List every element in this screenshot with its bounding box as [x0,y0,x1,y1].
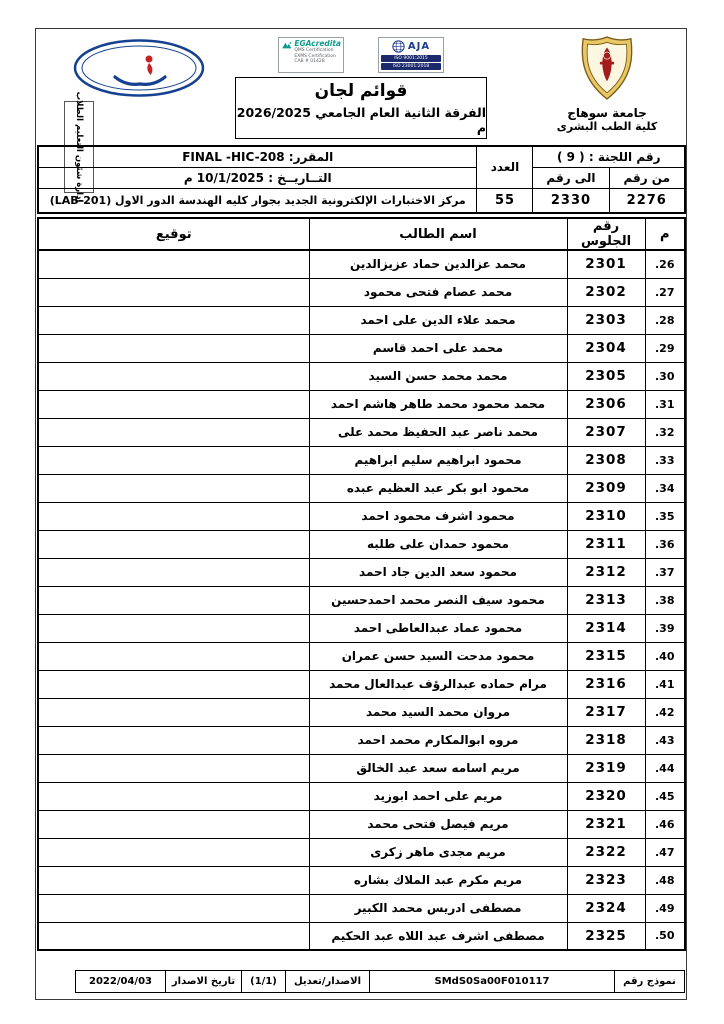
faculty-name: كلية الطب البشرى [556,120,658,133]
table-row [38,362,685,390]
row-number: .37 [645,558,685,586]
seat-number: 2303 [567,306,645,334]
committee-number: رقم اللجنة : ( 9 ) [533,146,685,167]
row-number: .27 [645,278,685,306]
student-name: محمد محمود محمد طاهر هاشم احمد [309,390,567,418]
exam-info-table [37,145,686,214]
seat-number: 2307 [567,418,645,446]
student-name: محمد عصام فتحى محمود [309,278,567,306]
student-name: محمد على احمد قاسم [309,334,567,362]
students-affairs-logo-icon [73,39,205,97]
student-name: مروان محمد السيد محمد [309,698,567,726]
university-name: جامعة سوهاج [567,106,647,120]
row-number: .45 [645,782,685,810]
table-row [38,698,685,726]
signature-cell [38,614,309,642]
from-number-label: من رقم [609,167,685,188]
table-row [38,614,685,642]
seat-number: 2317 [567,698,645,726]
signature-cell [38,782,309,810]
signature-cell [38,250,309,278]
student-name: محمود سيف النصر محمد احمدحسين [309,586,567,614]
row-number: .29 [645,334,685,362]
info-row-2 [38,167,685,188]
table-row [38,390,685,418]
student-name: محمود ابراهيم سليم ابراهيم [309,446,567,474]
admin-affairs-stamp-label: إدارة شئون التعليم الطلاب [74,91,84,203]
issue-date-value: 2022/04/03 [76,971,166,993]
student-name: محمود ابو بكر عبد العظيم عبده [309,474,567,502]
table-row [38,754,685,782]
seat-number: 2309 [567,474,645,502]
signature-cell [38,558,309,586]
signature-cell [38,922,309,950]
student-name: مريم على احمد ابوزيد [309,782,567,810]
title-box [235,77,487,139]
seat-number: 2319 [567,754,645,782]
seat-number: 2320 [567,782,645,810]
table-row [38,670,685,698]
table-row [38,586,685,614]
table-row [38,558,685,586]
signature-cell [38,894,309,922]
signature-cell [38,278,309,306]
signature-cell [38,502,309,530]
seat-number: 2304 [567,334,645,362]
signature-cell [38,418,309,446]
row-number: .30 [645,362,685,390]
seat-number: 2321 [567,810,645,838]
aja-logo-top [381,39,441,54]
table-row [38,642,685,670]
seat-number: 2302 [567,278,645,306]
student-name: مريم مجدى ماهر زكرى [309,838,567,866]
signature-cell [38,642,309,670]
student-name: محمد علاء الدين على احمد [309,306,567,334]
seat-number: 2314 [567,614,645,642]
signature-cell [38,530,309,558]
row-number: .43 [645,726,685,754]
signature-cell [38,446,309,474]
aja-iso1-badge: ISO 9001:2015 [381,55,441,62]
table-row [38,782,685,810]
col-header-signature: توقيع [38,218,309,250]
student-name: مريم اسامه سعد عبد الخالق [309,754,567,782]
row-number: .32 [645,418,685,446]
seat-number: 2316 [567,670,645,698]
page-title: قوائم لجان [314,81,408,101]
info-row-1 [38,146,685,167]
aja-iso-logo [378,37,444,73]
egacredita-line1: QMS Certification [294,48,334,53]
signature-cell [38,754,309,782]
student-name: محمود سعد الدين جاد احمد [309,558,567,586]
exam-location: مركز الاختبارات الإلكترونية الجديد بجوار كليه الهندسة الدور الاول (LAB-201) [38,188,477,213]
col-header-name: اسم الطالب [309,218,567,250]
signature-cell [38,670,309,698]
table-row [38,474,685,502]
seat-number: 2315 [567,642,645,670]
table-row [38,306,685,334]
seat-number: 2322 [567,838,645,866]
seat-number: 2305 [567,362,645,390]
aja-iso2-badge: ISO 23001:2018 [381,63,441,70]
student-table-body [38,250,685,950]
row-number: .31 [645,390,685,418]
row-number: .36 [645,530,685,558]
student-name: مصطفى اشرف عبد اللاه عبد الحكيم [309,922,567,950]
signature-cell [38,362,309,390]
aja-name: AJA [407,41,431,52]
seat-number: 2301 [567,250,645,278]
table-row [38,418,685,446]
students-table-header-row [38,218,685,250]
egacredita-name: EGAcredita [294,39,341,48]
table-row [38,838,685,866]
table-row [38,250,685,278]
signature-cell [38,726,309,754]
info-row-3 [38,188,685,213]
seat-number: 2313 [567,586,645,614]
form-number-label: نموذج رقم [615,971,685,993]
student-name: محمد ناصر عبد الحفيظ محمد على [309,418,567,446]
student-name: محمود عماد عبدالعاطى احمد [309,614,567,642]
student-name: محمود اشرف محمود احمد [309,502,567,530]
student-name: مصطفى ادريس محمد الكبير [309,894,567,922]
form-footer-row [76,971,685,993]
students-table [37,217,686,951]
row-number: .49 [645,894,685,922]
row-number: .34 [645,474,685,502]
signature-cell [38,586,309,614]
egacredita-mark-icon [281,39,292,52]
table-row [38,446,685,474]
seat-number: 2312 [567,558,645,586]
table-row [38,894,685,922]
student-name: محمود حمدان على طلبه [309,530,567,558]
egacredita-line3: CAB # 0142B [294,59,325,64]
to-number-label: الى رقم [533,167,609,188]
row-number: .42 [645,698,685,726]
seat-number: 2310 [567,502,645,530]
form-footer [75,970,685,993]
globe-icon [392,40,405,53]
seat-number: 2324 [567,894,645,922]
egacredita-logo [278,37,344,73]
row-number: .48 [645,866,685,894]
table-row [38,866,685,894]
exam-date: التــاريــخ : 10/1/2025 م [38,167,477,188]
student-name: مريم مكرم عبد الملاك بشاره [309,866,567,894]
row-number: .40 [645,642,685,670]
egacredita-text [294,39,341,65]
row-number: .38 [645,586,685,614]
count-label: العدد [477,146,533,188]
signature-cell [38,866,309,894]
row-number: .41 [645,670,685,698]
signature-cell [38,306,309,334]
col-header-number: م [645,218,685,250]
signature-cell [38,810,309,838]
course-label: المقرر: FINAL -HIC-208 [38,146,477,167]
to-number-value: 2330 [533,188,609,213]
seat-number: 2325 [567,922,645,950]
signature-cell [38,390,309,418]
from-number-value: 2276 [609,188,685,213]
certification-logos [278,37,444,73]
table-row [38,502,685,530]
university-shield-icon [576,35,638,101]
col-header-seat: رقم الجلوس [567,218,645,250]
row-number: .26 [645,250,685,278]
row-number: .50 [645,922,685,950]
row-number: .28 [645,306,685,334]
version-value: (1/1) [242,971,286,993]
table-row [38,278,685,306]
table-row [38,810,685,838]
table-row [38,334,685,362]
university-logo-block [546,35,668,133]
students-affairs-logo-block [72,39,206,101]
seat-number: 2311 [567,530,645,558]
signature-cell [38,838,309,866]
row-number: .46 [645,810,685,838]
table-row [38,726,685,754]
row-number: .47 [645,838,685,866]
seat-number: 2323 [567,866,645,894]
row-number: .35 [645,502,685,530]
egacredita-line2: EXMS Certification [294,53,336,59]
row-number: .33 [645,446,685,474]
version-label: الاصدار/تعديل [286,971,370,993]
signature-cell [38,698,309,726]
seat-number: 2308 [567,446,645,474]
page-subtitle: الفرقة الثانية العام الجامعي 2026/2025 م [236,105,486,135]
row-number: .39 [645,614,685,642]
seat-number: 2306 [567,390,645,418]
student-name: محمود مدحت السيد حسن عمران [309,642,567,670]
table-row [38,530,685,558]
student-name: محمد عزالدين حماد عزيزالدين [309,250,567,278]
student-name: مرام حماده عبدالرؤف عبدالعال محمد [309,670,567,698]
student-name: مروه ابوالمكارم محمد احمد [309,726,567,754]
count-value: 55 [477,188,533,213]
student-name: مريم فيصل فتحى محمد [309,810,567,838]
signature-cell [38,334,309,362]
seat-number: 2318 [567,726,645,754]
table-row [38,922,685,950]
page-border-frame [35,28,687,1000]
issue-date-label: تاريخ الاصدار [166,971,242,993]
row-number: .44 [645,754,685,782]
student-name: محمد محمد حسن السيد [309,362,567,390]
form-code: SMdS0Sa00F010117 [370,971,615,993]
signature-cell [38,474,309,502]
